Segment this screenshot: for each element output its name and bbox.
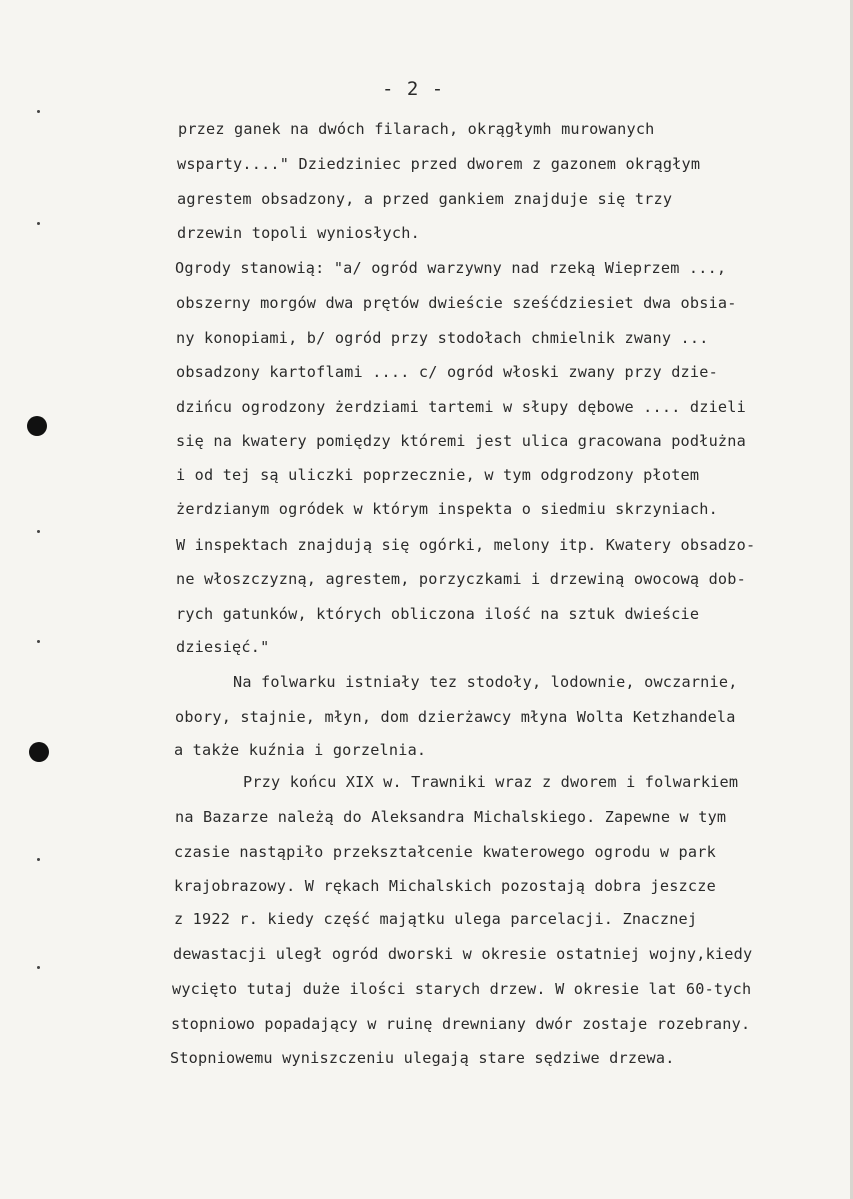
text-line: stopniowo popadający w ruinę drewniany dwór zostaje rozebrany. — [171, 1015, 751, 1033]
text-line: W inspektach znajdują się ogórki, melony itp. Kwatery obsadzo- — [176, 536, 756, 554]
text-line: wsparty...." Dziedziniec przed dworem z gazonem okrągłym — [177, 155, 701, 173]
text-line: drzewin topoli wyniosłych. — [177, 224, 420, 242]
text-line: obszerny morgów dwa prętów dwieście sześćdziesiet dwa obsia- — [176, 294, 737, 312]
binder-speck — [37, 640, 40, 643]
punch-hole — [27, 416, 47, 436]
text-line: ny konopiami, b/ ogród przy stodołach chmielnik zwany ... — [176, 329, 709, 347]
text-line: dziesięć." — [176, 638, 270, 656]
text-line: obsadzony kartoflami .... c/ ogród włoski zwany przy dzie- — [176, 363, 718, 381]
text-line: rych gatunków, których obliczona ilość na sztuk dwieście — [176, 605, 700, 623]
text-line: a także kuźnia i gorzelnia. — [174, 741, 427, 759]
text-line: czasie nastąpiło przekształcenie kwaterowego ogrodu w park — [174, 843, 716, 861]
text-line: obory, stajnie, młyn, dom dzierżawcy młyna Wolta Ketzhandela — [175, 708, 736, 726]
text-line: żerdzianym ogródek w którym inspekta o siedmiu skrzyniach. — [176, 500, 718, 518]
text-line: dewastacji uległ ogród dworski w okresie ostatniej wojny,kiedy — [173, 945, 753, 963]
punch-hole — [29, 742, 49, 762]
text-line: Stopniowemu wyniszczeniu ulegają stare sędziwe drzewa. — [170, 1049, 675, 1067]
text-line: ne włoszczyzną, agrestem, porzyczkami i drzewiną owocową dob- — [176, 570, 746, 588]
binder-speck — [37, 110, 40, 113]
text-line: przez ganek na dwóch filarach, okrągłymh murowanych — [178, 120, 655, 138]
text-line: i od tej są uliczki poprzecznie, w tym odgrodzony płotem — [176, 466, 700, 484]
page-number: - 2 - — [382, 78, 445, 100]
binder-speck — [37, 530, 40, 533]
text-line: krajobrazowy. W rękach Michalskich pozostają dobra jeszcze — [174, 877, 716, 895]
text-line: Ogrody stanowią: "a/ ogród warzywny nad rzeką Wieprzem ..., — [175, 259, 727, 277]
text-line: dzińcu ogrodzony żerdziami tartemi w słupy dębowe .... dzieli — [176, 398, 746, 416]
text-line: agrestem obsadzony, a przed gankiem znajduje się trzy — [177, 190, 673, 208]
text-line: na Bazarze należą do Aleksandra Michalskiego. Zapewne w tym — [175, 808, 727, 826]
binder-speck — [37, 222, 40, 225]
text-line: wycięto tutaj duże ilości starych drzew. W okresie lat 60-tych — [172, 980, 752, 998]
text-line: się na kwatery pomiędzy któremi jest ulica gracowana podłużna — [176, 432, 746, 450]
text-line: Przy końcu XIX w. Trawniki wraz z dworem i folwarkiem — [243, 773, 739, 791]
binder-speck — [37, 966, 40, 969]
binder-speck — [37, 858, 40, 861]
text-line: Na folwarku istniały tez stodoły, lodownie, owczarnie, — [233, 673, 738, 691]
text-line: z 1922 r. kiedy część majątku ulega parcelacji. Znacznej — [174, 910, 698, 928]
